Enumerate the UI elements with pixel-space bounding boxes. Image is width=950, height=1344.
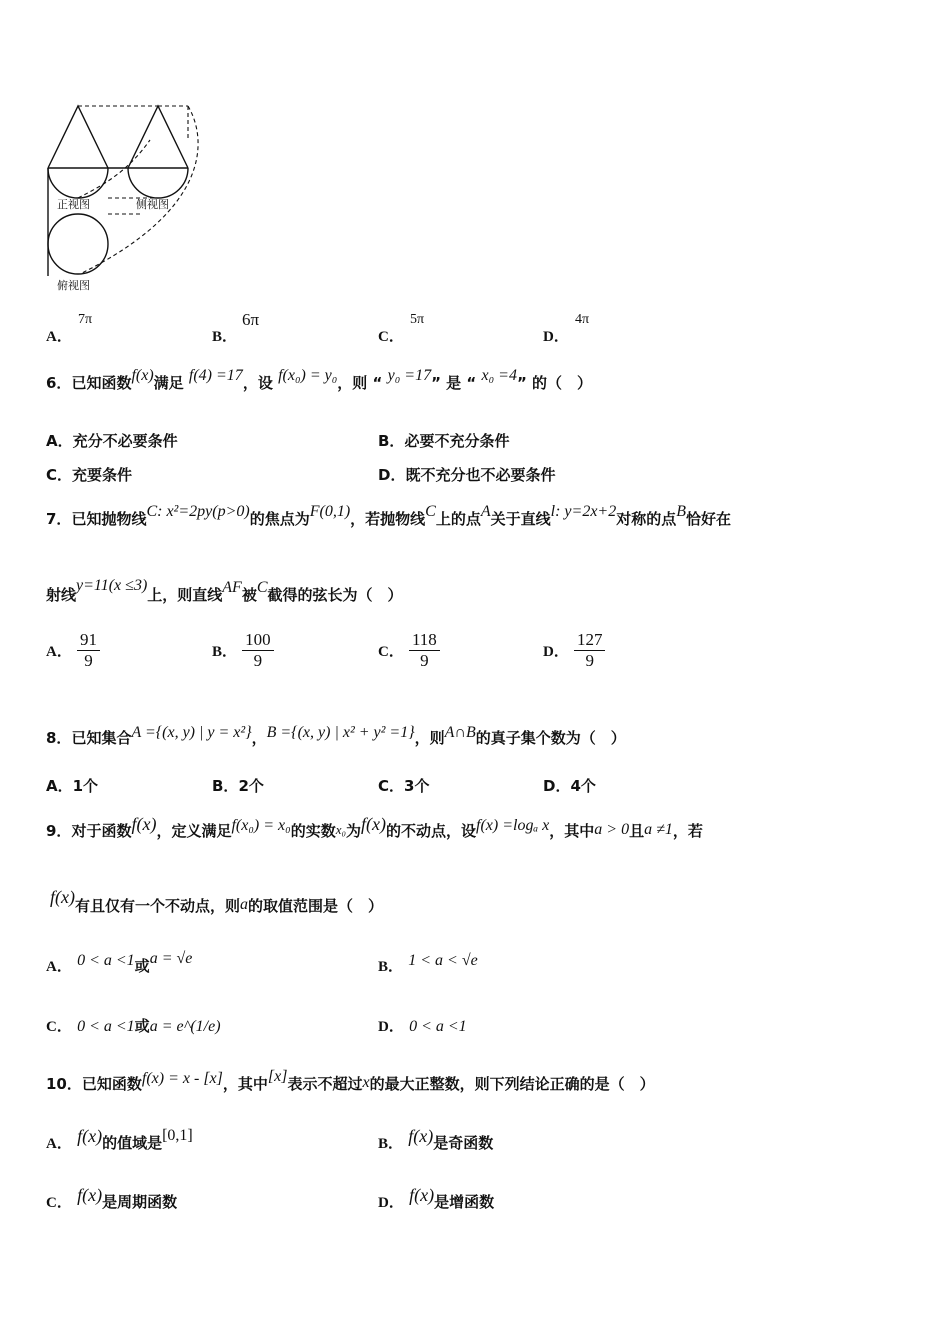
math-expr: B ={(x, y) | x² + y² =1} [266,724,415,741]
option-d: D．既不充分也不必要条件 [378,466,556,484]
stem-text: 被 [241,586,257,604]
question-8-stem [46,724,626,748]
math-expr: C: x²=2py(p>0) [146,503,250,520]
stem-text: 的取值范围是（ ） [248,897,384,915]
math-expr: f(x) [131,814,157,834]
top-view-label: 俯视图 [57,279,90,292]
stem-text: 为 [346,822,362,840]
stem-text: ” 是 “ [431,374,477,392]
math-expr: x [362,1074,370,1091]
question-7-stem-line-2 [46,577,403,605]
math-expr: A ={(x, y) | y = x²} [131,724,252,741]
fraction: $\frac{91}{9}$ [77,630,100,671]
math-expr: A [480,503,491,520]
math-expr: f(x₀) = y₀ [278,367,338,384]
math-expr: f(4) =17 [188,367,243,384]
fraction: $\frac{127}{9}$ [574,630,606,671]
option-c: C． $\frac{118}{9}$ [378,630,440,671]
stem-text: 的真子集个数为（ ） [475,729,626,747]
stem-text: ，设 [242,374,273,392]
option-c: C． f(x)是周期函数 [46,1185,178,1211]
math-expr: x₀ [335,822,346,837]
stem-text: 表示不超过 [287,1075,363,1093]
side-view-label: 侧视图 [136,198,169,211]
side-view-semicircle [128,168,188,198]
math-expr: f(x) [131,367,154,384]
math-expr: B [676,503,687,520]
option-a: A． f(x)的值域是[0,1] [46,1126,193,1152]
fraction: $\frac{118}{9}$ [409,630,440,671]
math-expr: a [240,896,248,913]
option-value: 5π [410,312,425,327]
stem-text: 有且仅有一个不动点，则 [74,897,240,915]
stem-text: 的不动点，设 [386,822,477,840]
option-d: D．4个 [543,777,596,795]
option-a: A． 0 < a <1或a = √e [46,950,193,975]
stem-text: 已知函数 [81,1075,142,1093]
math-expr: C [425,503,436,520]
option-a: A．1个 [46,777,99,795]
stem-text: ，其中 [222,1075,268,1093]
math-expr: y=11(x ≤3) [76,577,148,594]
math-expr: l: y=2x+2 [550,503,617,520]
option-c: C．充要条件 [46,466,133,484]
option-a: A． $\frac{91}{9}$ [46,630,100,671]
option-c: C． 0 < a <1或a = e^(1/e) [46,1017,221,1035]
front-view-label: 正视图 [57,198,90,211]
option-label: C． [378,329,404,345]
question-number: 10． [46,1075,82,1093]
stem-text: 的焦点为 [249,510,310,528]
option-b: B．必要不充分条件 [378,432,510,450]
front-view-semicircle [48,168,108,198]
option-label: D． [543,329,569,345]
stem-text: 上的点 [435,510,481,528]
stem-text: 满足 [153,374,184,392]
question-number: 9． [46,822,72,840]
math-expr: F(0,1) [309,503,351,520]
stem-text: 已知抛物线 [71,510,147,528]
math-expr: f(x) = x - [x] [141,1070,223,1087]
stem-text: 恰好在 [686,510,732,528]
math-expr: [x] [267,1068,288,1085]
stem-text: ，则 [414,729,445,747]
question-6-stem [46,367,593,393]
option-d: D． 0 < a <1 [378,1018,467,1035]
stem-text: 已知函数 [71,374,132,392]
option-value: 7π [78,312,93,327]
stem-text: 上，则直线 [147,586,223,604]
stem-text: 对于函数 [71,822,132,840]
option-d: D． $\frac{127}{9}$ [543,630,605,671]
option-label: B． [212,329,238,345]
side-view-triangle [128,106,188,168]
option-d: D． f(x)是增函数 [378,1185,495,1211]
option-b: B． f(x)是奇函数 [378,1126,494,1152]
stem-text: ，其中 [549,822,595,840]
math-expr: AF [222,579,242,596]
math-expr: f(x) [50,887,75,907]
stem-text: ，则 “ [337,374,383,392]
question-9-stem-line-1 [46,814,703,841]
option-b: B．2个 [212,777,264,795]
question-10-stem [46,1068,655,1094]
math-expr: C [256,579,268,596]
stem-text: 射线 [46,586,77,604]
stem-text: 且 [629,822,645,840]
question-7-stem-line-1 [46,503,732,529]
option-b: B． 1 < a < √e [378,952,478,975]
fraction: $\frac{100}{9}$ [242,630,274,671]
stem-text: ” 的（ ） [516,374,593,392]
stem-text: ， [251,729,267,747]
option-label: A． [46,329,72,345]
front-view-triangle [48,106,108,168]
question-number: 8． [46,729,72,747]
stem-text: 的最大正整数，则下列结论正确的是（ ） [369,1075,655,1093]
top-view-circle [48,214,108,274]
option-value: 4π [575,312,590,327]
stem-text: ，定义满足 [156,822,232,840]
stem-text: 已知集合 [71,729,132,747]
question-9-stem-line-2 [50,887,384,916]
option-c: C．3个 [378,777,430,795]
math-expr: f(x₀) = x₀ [231,817,291,834]
math-expr: y₀ =17 [387,367,432,384]
stem-text: ，若抛物线 [350,510,426,528]
stem-text: 的实数 [290,822,336,840]
math-expr: A∩B [444,724,476,741]
stem-text: 截得的弦长为（ ） [267,586,403,604]
stem-text: ，若 [672,822,703,840]
stem-text: 关于直线 [490,510,551,528]
math-expr: f(x) [361,814,386,834]
math-expr: x₀ =4 [481,367,517,384]
stem-text: 对称的点 [616,510,677,528]
question-number: 7． [46,510,72,528]
option-a: A．充分不必要条件 [46,432,178,450]
option-value: 6π [242,310,260,329]
math-expr: a > 0 [594,821,630,838]
math-expr: a ≠1 [644,821,673,838]
option-b: B． $\frac{100}{9}$ [212,630,274,671]
math-expr: f(x) =logₐ x [476,817,550,834]
question-number: 6． [46,374,72,392]
